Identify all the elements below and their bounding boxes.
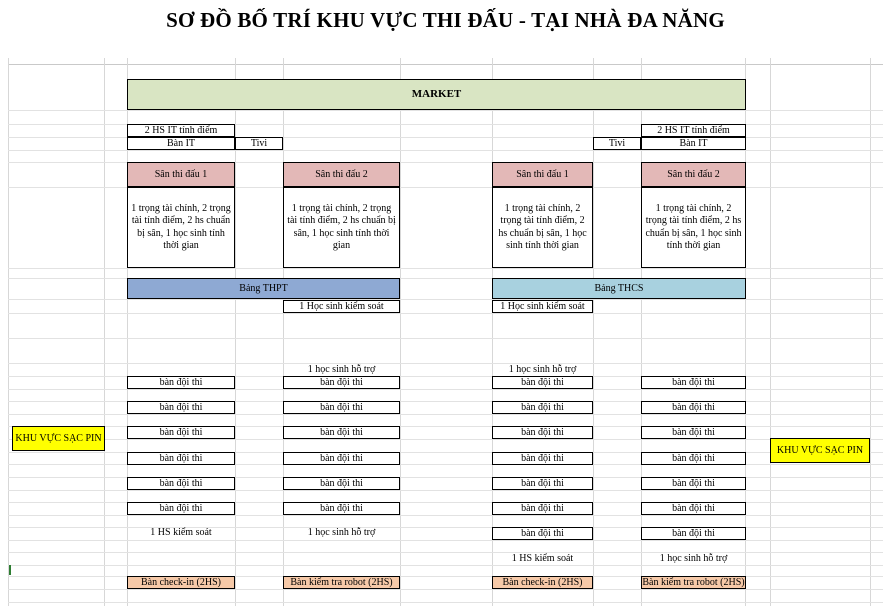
right-col1-team-desk: bàn đội thi [492,452,593,465]
right-support-student: 1 học sinh hỗ trợ [508,364,577,375]
right-checkin-desk: Bàn check-in (2HS) [492,576,593,589]
left-col2-team-desk: bàn đội thi [283,376,400,389]
grid-row-line [8,414,883,415]
left-col1-team-desk: bàn đội thi [127,401,235,414]
grid-row-line [8,540,883,541]
right-col1-team-desk: bàn đội thi [492,477,593,490]
right-robot-check-desk: Bàn kiểm tra robot (2HS) [642,577,745,588]
left-control-student: 1 Học sinh kiểm soát [283,300,400,313]
grid-row-line [8,565,883,566]
grid-col-line [400,58,401,606]
grid-row-line [8,439,883,440]
left-tv: Tivi [235,137,283,150]
right-col1-team-desk: bàn đội thi [492,426,593,439]
left-court-2-staff: 1 trọng tài chính, 2 trọng tài tính điểm, 2 hs chuẩn bị sân, 1 học sinh tính thời gian [283,187,400,268]
grid-row-line [8,552,883,553]
left-checkin-desk: Bàn check-in (2HS) [127,576,235,589]
left-col2-team-desk: bàn đội thi [283,426,400,439]
right-col2-team-desk: bàn đội thi [641,401,746,414]
left-col1-control: 1 HS kiểm soát [150,527,212,538]
left-court-2: Sân thi đấu 2 [283,162,400,187]
grid-row-line [8,313,883,314]
right-col2-team-desk: bàn đội thi [641,502,746,515]
grid-col-line [492,58,493,606]
left-col1-team-desk: bàn đội thi [127,426,235,439]
left-it-desk: Bàn IT [127,137,235,150]
selection-marker [9,565,11,575]
right-it-score-label: 2 HS IT tính điểm [641,124,746,137]
right-col2-team-desk: bàn đội thi [641,426,746,439]
grid-row-line [8,515,883,516]
right-charging-area: KHU VỰC SẠC PIN [770,438,870,463]
right-col1-team-desk: bàn đội thi [492,502,593,515]
board-thcs: Bảng THCS [492,278,746,299]
right-col2-team-desk: bàn đội thi [641,452,746,465]
grid-row-line [8,363,883,364]
left-col2-team-desk: bàn đội thi [283,477,400,490]
left-col2-team-desk: bàn đội thi [283,452,400,465]
left-col2-support: 1 học sinh hỗ trợ [307,527,376,538]
grid-row-line [8,110,883,111]
grid-col-line [870,58,871,606]
right-court-2-staff: 1 trọng tài chính, 2 trọng tài tính điểm, 2 hs chuẩn bị sân, 1 học sinh tính thời gian [641,187,746,268]
grid-col-line [104,58,105,606]
left-support-student: 1 học sinh hỗ trợ [307,364,376,375]
grid-col-line [8,58,9,606]
left-col1-team-desk: bàn đội thi [127,452,235,465]
left-robot-check-desk: Bàn kiểm tra robot (2HS) [283,576,400,589]
grid-row-line [8,338,883,339]
right-col2-team-desk: bàn đội thi [641,376,746,389]
right-tv: Tivi [593,137,641,150]
board-thpt: Bảng THPT [127,278,400,299]
left-col1-team-desk: bàn đội thi [127,502,235,515]
right-col2-support: 1 học sinh hỗ trợ [659,553,728,564]
left-col1-team-desk: bàn đội thi [127,376,235,389]
right-col2-team-desk: bàn đội thi [641,477,746,490]
right-col1-team-desk: bàn đội thi [492,401,593,414]
right-col1-team-desk: bàn đội thi [492,376,593,389]
left-col2-team-desk: bàn đội thi [283,401,400,414]
right-col1-team-desk: bàn đội thi [492,527,593,540]
column-header-strip [8,58,883,65]
right-col2-team-desk: bàn đội thi [641,527,746,540]
right-control-student: 1 Học sinh kiểm soát [492,300,593,313]
right-court-2: Sân thi đấu 2 [641,162,746,187]
grid-row-line [8,299,883,300]
right-court-1: Sân thi đấu 1 [492,162,593,187]
left-court-1: Sân thi đấu 1 [127,162,235,187]
grid-row-line [8,268,883,269]
right-it-desk: Bàn IT [641,137,746,150]
left-col1-team-desk: bàn đội thi [127,477,235,490]
left-it-score-label: 2 HS IT tính điểm [127,124,235,137]
grid-col-line [770,58,771,606]
left-charging-area: KHU VỰC SẠC PIN [12,426,105,451]
grid-col-line [283,58,284,606]
grid-row-line [8,589,883,590]
right-col1-control: 1 HS kiểm soát [511,553,574,564]
grid-row-line [8,490,883,491]
market-area: MARKET [127,79,746,110]
grid-row-line [8,150,883,151]
right-court-1-staff: 1 trọng tài chính, 2 trọng tài tính điểm, 2 hs chuẩn bị sân, 1 học sinh tính thời gian [492,187,593,268]
left-col2-team-desk: bàn đội thi [283,502,400,515]
grid-row-line [8,389,883,390]
grid-row-line [8,602,883,603]
page-title: SƠ ĐỒ BỐ TRÍ KHU VỰC THI ĐẤU - TẠI NHÀ ĐA NĂNG [166,8,725,32]
left-court-1-staff: 1 trọng tài chính, 2 trọng tài tính điểm, 2 hs chuẩn bị sân, 1 học sinh tính thời gian [127,187,235,268]
